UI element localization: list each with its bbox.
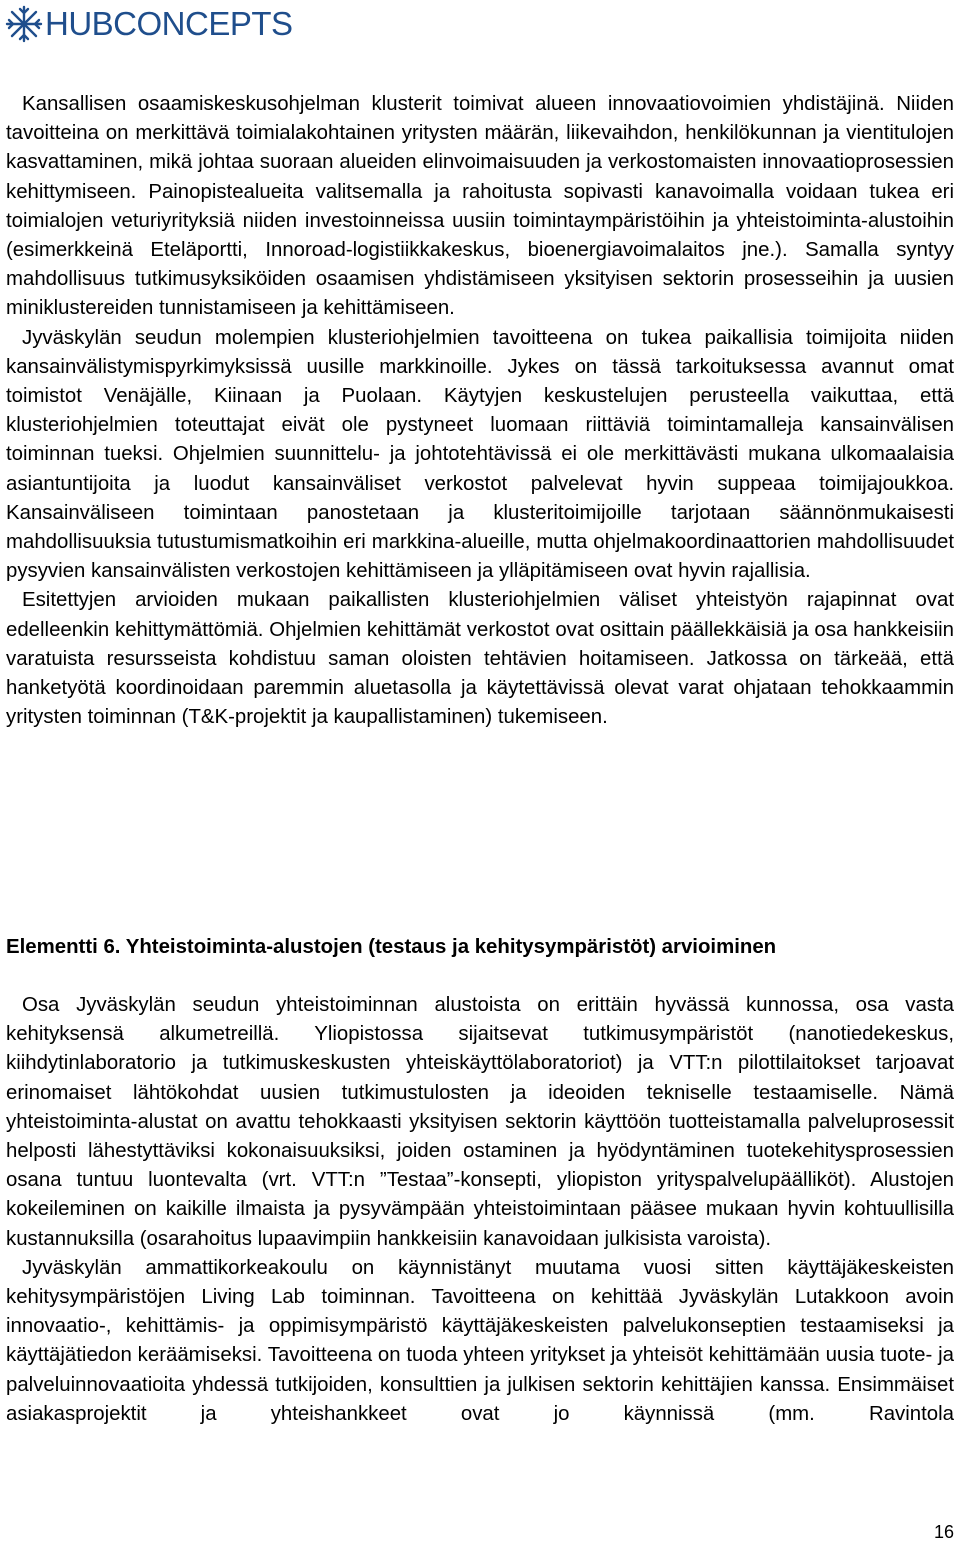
page-number: 16 bbox=[933, 1522, 954, 1542]
body-paragraph-2: Jyväskylän seudun molempien klusteriohjelmien tavoitteena on tukea paikallisia toimijoita niiden kansainvälistymispyrkimyksissä uusille markkinoille. Jykes on tässä tarkoituksessa avannut omat toimistot Venäjälle, Kiinaan ja Puolaan. Käytyjen keskustelujen perusteella vaikuttaa, että klusteriohjelmien toteuttajat eivät ole pystyneet luomaan riittäviä toimintamalleja kansainvälisen toiminnan tueksi. Ohjelmien suunnittelu- ja johtotehtävissä ei ole merkittävästi mukana ulkomaalaisia asiantuntijoita ja luodut kansainväliset verkostot palvelevat hyvin suppeaa toimijajoukkoa. Kansainväliseen toimintaan panostetaan ja klusteritoimijoille tarjotaan säännönmukaisesti mahdollisuuksia tutustumismatkoihin eri markkina-alueille, mutta ohjelmakoordinaattorien mahdollisuudet pysyvien kansainvälisten verkostojen kehittämiseen ja ylläpitämiseen ovat hyvin rajallisia. bbox=[6, 326, 954, 583]
body-paragraph-3: Esitettyjen arvioiden mukaan paikallisten klusteriohjelmien väliset yhteistyön rajapinnat ovat edelleenkin kehittymättömiä. Ohjelmien kehittämät verkostot ovat osittain päällekkäisiä ja osa hankkeisiin varatuista resursseista kohdistuu saman oloisten tehtävien hoitamiseen. Jatkossa on tärkeää, että hanketyötä koordinoidaan paremmin aluetasolla ja käytettävissä olevat varat ohjataan tehokkaammin yritysten toiminnan (T&K-projektit ja kaupallistaminen) tukemiseen. bbox=[6, 589, 954, 729]
snowflake-icon bbox=[4, 4, 44, 44]
body-paragraph-1: Kansallisen osaamiskeskusohjelman klusterit toimivat alueen innovaatiovoimien yhdistäjinä. Niiden tavoitteina on merkittävä toimialakohtainen yritysten määrän, liikevaihdon, henkilökunnan ja vientitulojen kasvattaminen, mikä johtaa suoraan alueiden elinvoimaisuuden ja verkostomaisten innovaatioprosessien kehittymiseen. Painopistealueita valitsemalla ja rahoitusta sopivasti kanavoimalla voidaan tukea eri toimialojen veturiyrityksiä niiden investoinneissa uusiin toimintaympäristöihin ja yhteistoiminta-alustoihin (esimerkkeinä Eteläportti, Innoroad-logistiikkakeskus, bioenergiavoimalaitos jne.). Samalla syntyy mahdollisuus tutkimusyksiköiden osaamisen yhdistämiseen yksityisen sektorin prosesseihin ja uusien miniklustereiden tunnistamiseen ja kehittämiseen. bbox=[6, 93, 954, 320]
section-paragraph-2: Jyväskylän ammattikorkeakoulu on käynnistänyt muutama vuosi sitten käyttäjäkeskeisten kehitysympäristöjen Living Lab toiminnan. Tavoitteena on kehittää Jyväskylän Lutakkoon avoin innovaatio-, kehittämis- ja oppimisympäristö käyttäjäkeskeisten palvelukonseptien testaamiseksi ja käyttäjätiedon keräämiseksi. Tavoitteena on tuoda yhteen yritykset ja yhteisöt kehittämään uusia tuote- ja palveluinnovaatioita yhdessä tutkijoiden, konsulttien ja julkisen sektorin kehittäjien kanssa. Ensimmäiset asiakasprojektit ja yhteishankkeet ovat jo käynnissä (mm. Ravintola bbox=[6, 1256, 954, 1425]
page-header bbox=[4, 4, 293, 44]
section-paragraph-1: Osa Jyväskylän seudun yhteistoiminnan alustoista on erittäin hyvässä kunnossa, osa vasta kehityksensä alkumetreillä. Yliopistossa sijaitsevat tutkimusympäristöt (nanotiedekeskus, kiihdytinlaboratorio ja tutkimuskeskusten yhteiskäyttölaboratoriot) ja VTT:n pilottilaitokset tarjoavat erinomaiset lähtökohdat uusien tutkimustulosten ja ideoiden tekniselle testaamiselle. Nämä yhteistoiminta-alustat on avattu tehokkaasti yksityisen sektorin käyttöön tuotteistamalla palveluprosessit helposti lähestyttäviksi kokonaisuuksiksi, joiden ostaminen ja hyödyntäminen tuotekehitysprosessien osana tuntuu luontevalta (vrt. VTT:n ”Testaa”-konsepti, yliopiston yrityspalvelupäälliköt). Alustojen kokeileminen on kaikille ilmaista ja pysyvämpään yhteistoimintaan pääsee mukaan hyvin kohtuullisilla kustannuksilla (osarahoitus lupaavimpiin hankkeisiin kanavoidaan julkisista varoista). bbox=[6, 994, 954, 1250]
section-heading: Elementti 6. Yhteistoiminta-alustojen (testaus ja kehitysympäristöt) arvioiminen bbox=[6, 936, 777, 958]
document-body bbox=[6, 90, 954, 1425]
section-body bbox=[6, 991, 954, 1429]
logo-text: HUBCONCEPTS bbox=[45, 5, 293, 42]
